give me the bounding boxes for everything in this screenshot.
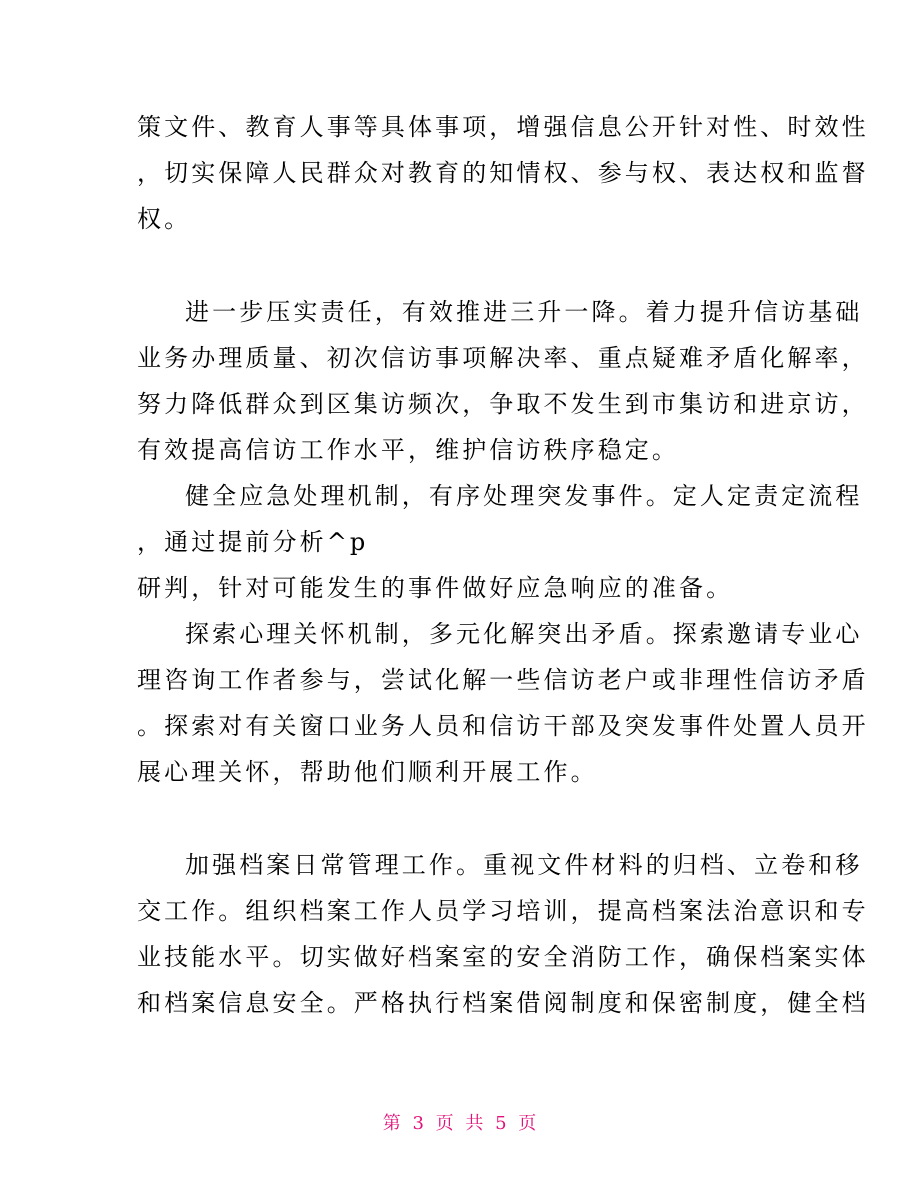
paragraph-1-line-3: 权。	[137, 205, 192, 233]
footer-current-page: 3	[412, 1113, 425, 1134]
paragraph-4-line-4: 展心理关怀，帮助他们顺利开展工作。	[137, 758, 598, 786]
footer-total-label: 共	[465, 1113, 485, 1134]
paragraph-3-line-2: ，通过提前分析^p	[137, 528, 369, 556]
paragraph-2-line-4: 有效提高信访工作水平，维护信访秩序稳定。	[137, 436, 679, 464]
paragraph-5-line-3: 业技能水平。切实做好档案室的安全消防工作，确保档案实体	[137, 943, 869, 971]
paragraph-5-line-1: 加强档案日常管理工作。重视文件材料的归档、立卷和移	[185, 851, 863, 879]
paragraph-3-line-3: 研判，针对可能发生的事件做好应急响应的准备。	[137, 574, 734, 602]
paragraph-1-line-1: 策文件、教育人事等具体事项，增强信息公开针对性、时效性	[137, 113, 869, 141]
paragraph-5-line-2: 交工作。组织档案工作人员学习培训，提高档案法治意识和专	[137, 897, 869, 925]
paragraph-2-line-3: 努力降低群众到区集访频次，争取不发生到市集访和进京访，	[137, 390, 869, 418]
page-number-footer	[0, 1112, 920, 1136]
paragraph-1-line-2: ，切实保障人民群众对教育的知情权、参与权、表达权和监督	[137, 159, 869, 187]
paragraph-2-line-2: 业务办理质量、初次信访事项解决率、重点疑难矛盾化解率，	[137, 344, 869, 372]
footer-prefix: 第	[382, 1113, 402, 1134]
paragraph-3-line-1: 健全应急处理机制，有序处理突发事件。定人定责定流程	[185, 482, 863, 510]
paragraph-4-line-2: 理咨询工作者参与，尝试化解一些信访老户或非理性信访矛盾	[137, 666, 869, 694]
footer-total-pages: 5	[495, 1113, 508, 1134]
footer-suffix: 页	[518, 1113, 538, 1134]
paragraph-2-line-1: 进一步压实责任，有效推进三升一降。着力提升信访基础	[185, 298, 863, 326]
paragraph-4-line-3: 。探索对有关窗口业务人员和信访干部及突发事件处置人员开	[137, 712, 869, 740]
paragraph-4-line-1: 探索心理关怀机制，多元化解突出矛盾。探索邀请专业心	[185, 620, 863, 648]
paragraph-5-line-4: 和档案信息安全。严格执行档案借阅制度和保密制度，健全档	[137, 989, 869, 1017]
footer-page-label: 页	[435, 1113, 455, 1134]
